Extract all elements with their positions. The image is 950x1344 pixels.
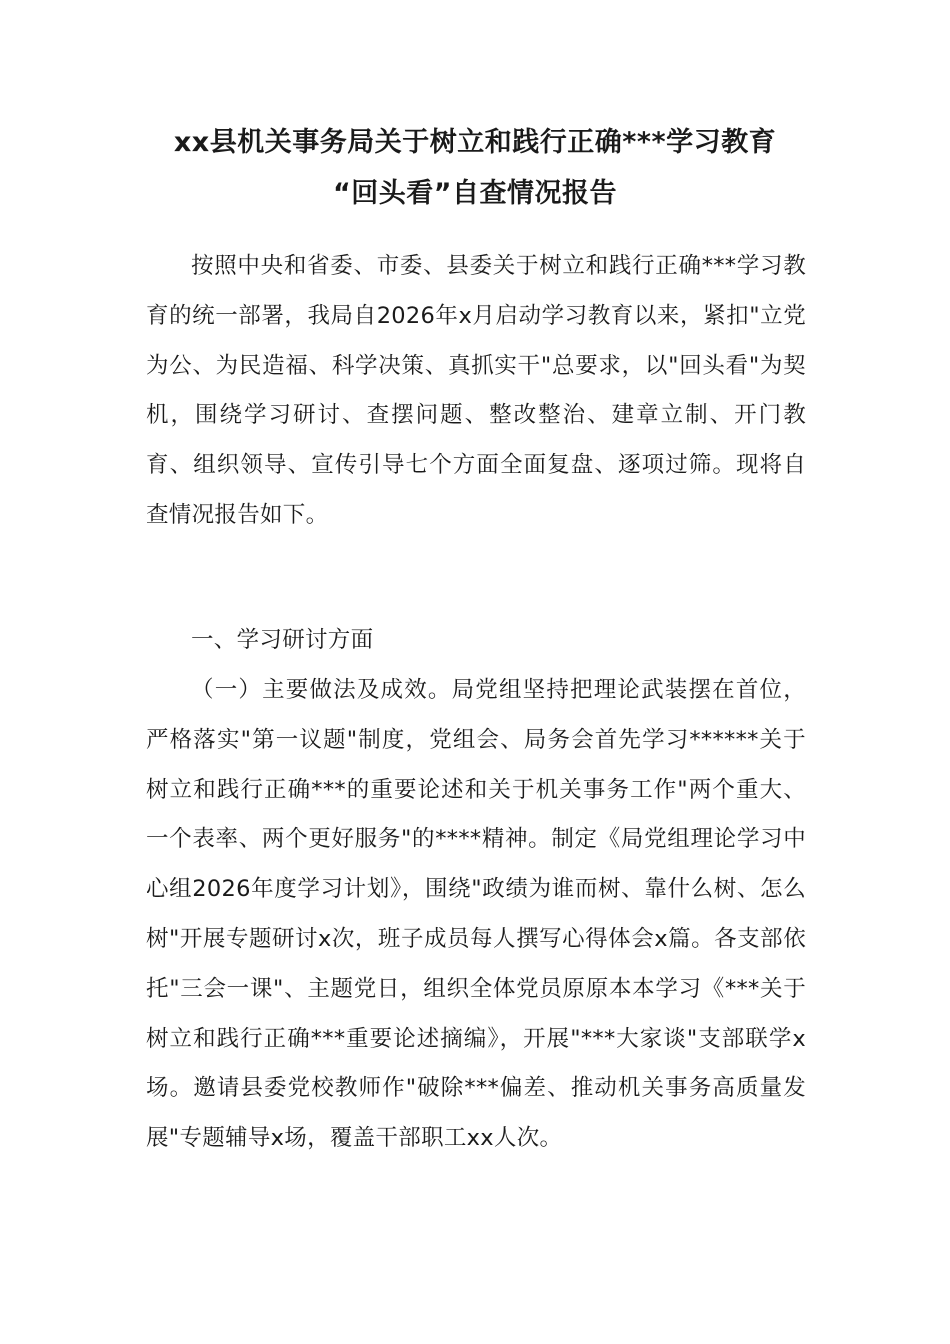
intro-paragraph: 按照中央和省委、市委、县委关于树立和践行正确***学习教育的统一部署，我局自2026年x月启动学习教育以来，紧扣"立党为公、为民造福、科学决策、真抓实干"总要求，以"回头看"为契机，围绕学习研讨、查摆问题、整改整治、建章立制、开门教育、组织领导、宣传引导七个方面全面复盘、逐项过筛。现将自查情况报告如下。 xyxy=(146,253,806,528)
document-title-line-2: “回头看”自查情况报告 xyxy=(333,178,617,209)
document-title-line-1: xx县机关事务局关于树立和践行正确***学习教育 xyxy=(173,127,777,158)
section-heading-study: 一、学习研讨方面 xyxy=(191,627,374,653)
study-paragraph: （一）主要做法及成效。局党组坚持把理论武装摆在首位，严格落实"第一议题"制度，党组会、局务会首先学习******关于树立和践行正确***的重要论述和关于机关事务工作"两个重大、一个表率、两个更好服务"的****精神。制定《局党组理论学习中心组2026年度学习计划》，围绕"政绩为谁而树、靠什么树、怎么树"开展专题研讨x次，班子成员每人撰写心得体会x篇。各支部依托"三会一课"、主题党日，组织全体党员原原本本学习《***关于树立和践行正确***重要论述摘编》，开展"***大家谈"支部联学x场。邀请县委党校教师作"破除***偏差、推动机关事务高质量发展"专题辅导x场，覆盖干部职工xx人次。 xyxy=(146,677,806,1152)
